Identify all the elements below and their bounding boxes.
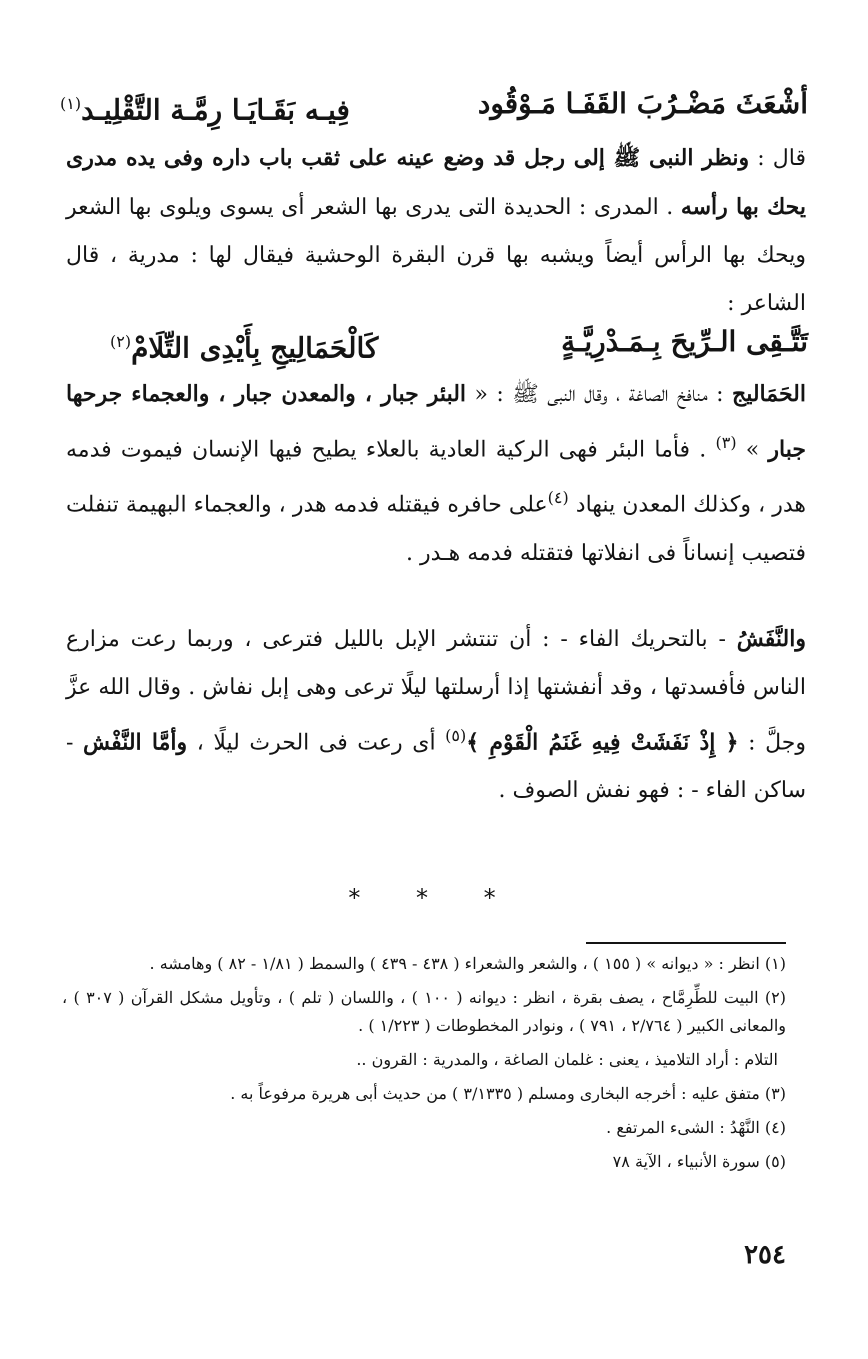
p3-term: والنَّفَشُ — [736, 626, 806, 652]
p1-bold-hadith: ونظر النبى ﷺ إلى رجل قد وضع عينه على ثقب باب داره وفى يده مدرى يحك بها رأسه — [66, 145, 806, 220]
paragraph-2 — [66, 370, 806, 578]
footnote-5: (٥) سورة الأنبياء ، الآية ٧٨ — [612, 1152, 786, 1171]
p3-quran-verse: ﴿ إِذْ نَفَشَتْ فِيهِ غَنَمُ الْقَوْمِ ﴾ — [466, 729, 739, 756]
footnotes — [62, 950, 786, 1182]
footnote-ref-5: (٥) — [445, 726, 467, 745]
footnote-ref-4: (٤) — [547, 488, 569, 508]
verse-1-left-hemistich — [60, 84, 350, 130]
p1-text-a: قال : — [749, 146, 807, 171]
p2-bold-hadith: البئر جبار ، والمعدن جبار ، والعجماء جرحها جبار — [66, 381, 806, 463]
footnote-ref-2: (٢) — [110, 332, 132, 351]
verse-2-left-text: كَالْحَمَالِيجِ بِأَيْدِى التِّلَامْ — [131, 331, 379, 365]
footnote-divider — [586, 942, 786, 944]
p2-text-a: : منافخ الصاغة ، وقال النبى ﷺ : « — [466, 382, 733, 407]
p2-text-d: على حافره فيقتله فدمه هدر ، والعجماء البهيمة تنفلت فتصيب إنساناً فى انفلاتها فتقتله فدمه هـدر . — [66, 492, 806, 566]
p2-text-c: . فأما البئر فهى الركية العادية بالعلاء يطيح فيها الإنسان فيموت فدمه هدر ، وكذلك المعدن ينهاد — [66, 437, 806, 518]
footnote-1: (١) انظر : « ديوانه » ( ١٥٥ ) ، والشعر والشعراء ( ٤٣٨ - ٤٣٩ ) والسمط ( ١/٨١ - ٨٢ ) وهامشه . — [149, 954, 786, 973]
p2-term: الحَمَاليج — [732, 381, 806, 407]
footnote-3: (٣) متفق عليه : أخرجه البخارى ومسلم ( ٣/١٣٣٥ ) من حديث أبى هريرة مرفوعاً به . — [230, 1084, 786, 1103]
p3-text-a: - بالتحريك الفاء - : أن تنتشر الإبل بالليل فترعى ، وربما رعت مزارع الناس فأفسدتها ، وقد أنفشتها إذا أرسلتها ليلًا ترعى وهى إبل نفاش . وقال الله عزَّ وجلَّ : — [66, 627, 806, 756]
footnote-4: (٤) النَّهْدُ : الشىء المرتفع . — [606, 1118, 786, 1137]
p3-text-c: - ساكن الفاء - : فهو نفش الصوف . — [66, 730, 806, 804]
p2-text-b: » — [736, 437, 769, 463]
verse-1-left-text: فِيـه بَقَـايَـا رِمَّـة التَّقْلِيـد — [81, 93, 350, 127]
section-separator: * * * — [348, 884, 520, 912]
poetry-verse-1 — [60, 84, 808, 130]
footnote-ref-1: (١) — [60, 94, 82, 113]
poetry-verse-2 — [110, 322, 808, 368]
footnote-ref-3: (٣) — [715, 433, 737, 452]
verse-1-right-hemistich: أشْعَثَ مَضْـرُبَ القَفَـا مَـوْقُود — [477, 87, 808, 120]
paragraph-1 — [66, 134, 806, 328]
verse-2-left-hemistich — [110, 322, 378, 368]
p3-bold-nafsh: وأمَّا النَّفْش — [83, 729, 188, 756]
verse-2-right-hemistich: تَتَّـقِى الـرِّيحَ بِـمَـدْرِيَّـةٍ — [561, 325, 808, 358]
paragraph-3 — [66, 615, 806, 815]
footnote-2-note: التلام : أراد التلاميذ ، يعنى : غلمان الصاغة ، والمدرية : القرون .. — [356, 1050, 778, 1069]
page-number: ٢٥٤ — [744, 1240, 786, 1270]
footnote-2: (٢) البيت للطِّرِمَّاح ، يصف بقرة ، انظر : ديوانه ( ١٠٠ ) ، واللسان ( تلم ) ، وتأويل مشكل القرآن ( ٣٠٧ ) ، والمعانى الكبير ( ٢/٧٦٤ ، ٧٩١ ) ، ونوادر المخطوطات ( ١/٢٢٣ ) . — [62, 988, 787, 1035]
p3-text-b: أى رعت فى الحرث ليلًا ، — [187, 730, 446, 756]
p1-text-b: . المدرى : الحديدة التى يدرى بها الشعر أى يسوى ويلوى بها الشعر ويحك بها الرأس أيضاً ويشبه بها قرن البقرة الوحشية فيقال لها : مدرية ، قال الشاعر : — [66, 195, 806, 316]
